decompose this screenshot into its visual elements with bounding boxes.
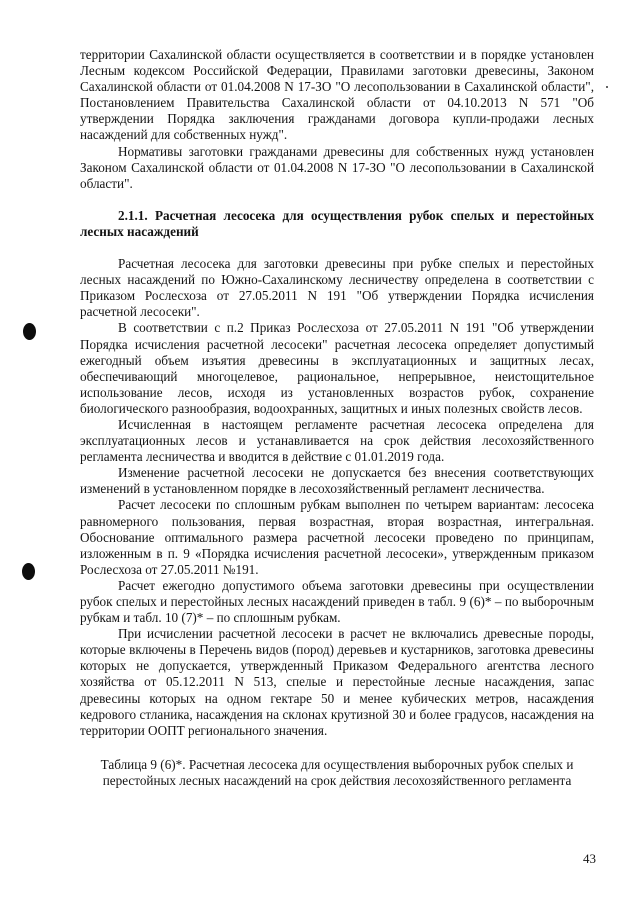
punch-hole-top	[23, 323, 36, 340]
body-text	[80, 47, 594, 789]
punch-hole-bottom	[22, 563, 35, 580]
paragraph-variants: Расчет лесосеки по сплошным рубкам выполнен по четырем вариантам: лесосека равномерного пользования, первая возрастная, вторая возрастная, интегральная. Обоснование оптимального размера расчетной лесосеки проведено по принципам, изложенным в п. 9 «Порядка исчисления расчетной лесосеки», утвержденным приказом Рослесхоза от 27.05.2011 №191.	[80, 497, 594, 577]
paragraph-exclusions: При исчислении расчетной лесосеки в расчет не включались древесные породы, которые включены в Перечень видов (пород) деревьев и кустарников, заготовка древесины которых не допускается, утвержденный Приказом Федерального агентства лесного хозяйства от 05.12.2011 N 513, спелые и перестойные лесные насаждения, запас древесины которых на одном гектаре 50 и менее кубических метров, насаждения кедрового стланика, насаждения на склонах крутизной 30 и более градусов, насаждения на территории ООПТ регионального значения.	[80, 626, 594, 738]
page-number: 43	[583, 851, 596, 866]
section-heading: 2.1.1. Расчетная лесосека для осуществления рубок спелых и перестойных лесных насаждений	[80, 207, 594, 239]
paragraph-definition: В соответствии с п.2 Приказ Рослесхоза от 27.05.2011 N 191 "Об утверждении Порядка исчисления расчетной лесосеки" расчетная лесосека определяет допустимый ежегодный объем изъятия древесины в эксплуатационных и защитных лесах, обеспечивающий многоцелевое, рациональное, непрерывное, неистощительное использование лесов, исходя из установленных возрастов рубок, сохранение биологического разнообразия, водоохранных, защитных и иных полезных свойств лесов.	[80, 320, 594, 416]
scan-speck	[606, 86, 608, 88]
paragraph-tables-ref: Расчет ежегодно допустимого объема заготовки древесины при осуществлении рубок спелых и перестойных лесных насаждений приведен в табл. 9 (6)* – по выборочным рубкам и табл. 10 (7)* – по сплошным рубкам.	[80, 577, 594, 626]
paragraph-norms: Нормативы заготовки гражданами древесины для собственных нужд установлен Законом Сахалинской области от 01.04.2008 N 17-ЗО "О лесопользовании в Сахалинской области".	[80, 143, 594, 191]
paragraph-term: Исчисленная в настоящем регламенте расчетная лесосека определена для эксплуатационных лесов и устанавливается на срок действия лесохозяйственного регламента лесничества и вводится в действие с 01.01.2019 года.	[80, 416, 594, 465]
paragraph-continuation: территории Сахалинской области осуществляется в соответствии и в порядке установлен Лесным кодексом Российской Федерации, Правилами заготовки древесины, Законом Сахалинской области от 01.04.2008 N 17-ЗО "О лесопользовании в Сахалинской области", Постановлением Правительства Сахалинской области от 04.10.2013 N 571 "Об утверждении Порядка заключения гражданами договора купли-продажи лесных насаждений для собственных нужд".	[80, 47, 594, 143]
paragraph-changes: Изменение расчетной лесосеки не допускается без внесения соответствующих изменений в установленном порядке в лесохозяйственный регламент лесничества.	[80, 465, 594, 497]
paragraph-calc-basis: Расчетная лесосека для заготовки древесины при рубке спелых и перестойных лесных насаждений по Южно-Сахалинскому лесничеству определена в соответствии с Приказом Рослесхоза от 27.05.2011 N 191 "Об утверждении Порядка исчисления расчетной лесосеки".	[80, 256, 594, 320]
table-caption: Таблица 9 (6)*. Расчетная лесосека для осуществления выборочных рубок спелых и перестойных лесных насаждений на срок действия лесохозяйственного регламента	[100, 756, 574, 788]
